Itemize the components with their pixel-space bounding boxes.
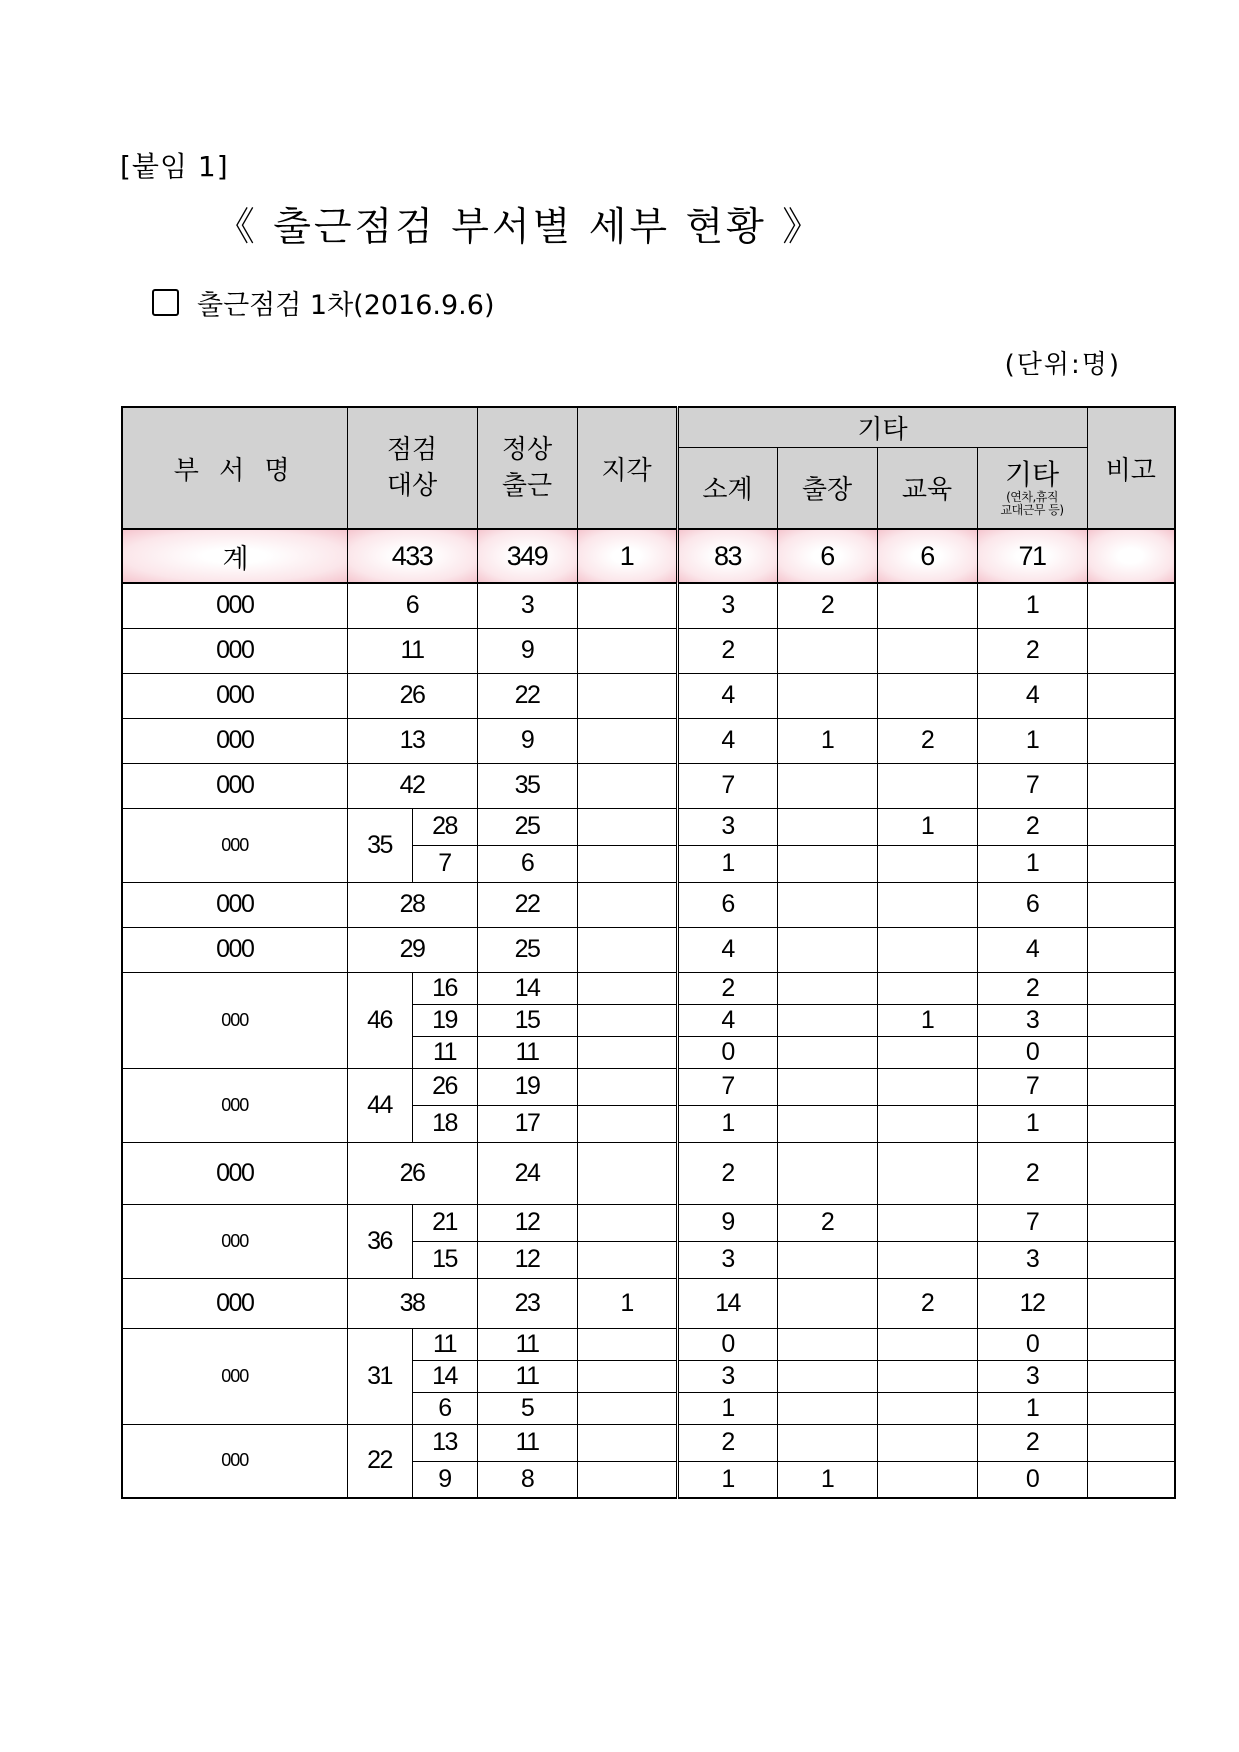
table-row (122, 718, 1175, 763)
etc-count: 2 (977, 972, 1087, 1004)
sub-target: 6 (412, 1392, 477, 1424)
attachment-label: [붙임 1] (120, 150, 229, 183)
etc-count: 7 (977, 1204, 1087, 1241)
header-normal-line1: 정상 (501, 435, 553, 465)
late-count (577, 673, 677, 718)
etc-count: 4 (977, 927, 1087, 972)
etc-count: 3 (977, 1241, 1087, 1278)
subtotal-count: 1 (677, 1105, 777, 1142)
trip-count (777, 1036, 877, 1068)
remark-cell (1087, 763, 1175, 808)
subtotal-count: 3 (677, 1241, 777, 1278)
etc-count: 7 (977, 763, 1087, 808)
dept-target-total: 35 (347, 808, 412, 882)
dept-target-total: 46 (347, 972, 412, 1068)
normal-count: 12 (477, 1204, 577, 1241)
header-target (347, 407, 477, 529)
etc-count: 2 (977, 1424, 1087, 1461)
normal-count: 11 (477, 1328, 577, 1360)
subtotal-count: 4 (677, 1004, 777, 1036)
normal-count: 9 (477, 718, 577, 763)
total-late: 1 (577, 529, 677, 583)
subtotal-count: 7 (677, 763, 777, 808)
sub-target: 18 (412, 1105, 477, 1142)
header-target-line2: 대상 (386, 471, 438, 501)
normal-count: 24 (477, 1142, 577, 1204)
remark-cell (1087, 1461, 1175, 1498)
subtotal-count: 3 (677, 1360, 777, 1392)
remark-cell (1087, 1004, 1175, 1036)
etc-count: 1 (977, 1392, 1087, 1424)
subtotal-count: 1 (677, 845, 777, 882)
normal-count: 6 (477, 845, 577, 882)
late-count (577, 1204, 677, 1241)
trip-count: 2 (777, 1204, 877, 1241)
remark-cell (1087, 1105, 1175, 1142)
etc-count: 1 (977, 583, 1087, 628)
remark-cell (1087, 1328, 1175, 1360)
dept-name: 000 (122, 1142, 347, 1204)
edu-count (877, 1328, 977, 1360)
header-subtotal: 소계 (677, 447, 777, 529)
sub-target: 7 (412, 845, 477, 882)
dept-name: 000 (122, 808, 347, 882)
trip-count (777, 972, 877, 1004)
total-label: 계 (122, 529, 347, 583)
edu-count (877, 1068, 977, 1105)
normal-count: 35 (477, 763, 577, 808)
late-count (577, 882, 677, 927)
dept-target: 42 (347, 763, 477, 808)
normal-count: 22 (477, 882, 577, 927)
trip-count: 2 (777, 583, 877, 628)
header-etc-note-1: (연차,휴직 (1006, 489, 1058, 504)
table-row (122, 927, 1175, 972)
edu-count (877, 1142, 977, 1204)
sub-target: 13 (412, 1424, 477, 1461)
table-row (122, 808, 1175, 845)
trip-count (777, 1068, 877, 1105)
trip-count (777, 927, 877, 972)
trip-count (777, 1241, 877, 1278)
late-count (577, 1004, 677, 1036)
sub-target: 14 (412, 1360, 477, 1392)
trip-count (777, 1105, 877, 1142)
trip-count (777, 763, 877, 808)
subtotal-count: 9 (677, 1204, 777, 1241)
edu-count: 1 (877, 808, 977, 845)
edu-count (877, 1424, 977, 1461)
normal-count: 9 (477, 628, 577, 673)
edu-count (877, 763, 977, 808)
dept-name: 000 (122, 628, 347, 673)
edu-count (877, 673, 977, 718)
edu-count (877, 1392, 977, 1424)
subtotal-count: 0 (677, 1036, 777, 1068)
table-row (122, 583, 1175, 628)
remark-cell (1087, 972, 1175, 1004)
remark-cell (1087, 1424, 1175, 1461)
subtotal-count: 0 (677, 1328, 777, 1360)
etc-count: 1 (977, 1105, 1087, 1142)
remark-cell (1087, 1068, 1175, 1105)
sub-target: 15 (412, 1241, 477, 1278)
subtotal-count: 1 (677, 1461, 777, 1498)
normal-count: 12 (477, 1241, 577, 1278)
late-count (577, 628, 677, 673)
total-normal: 349 (477, 529, 577, 583)
late-count (577, 718, 677, 763)
subtotal-count: 6 (677, 882, 777, 927)
dept-target: 38 (347, 1278, 477, 1328)
normal-count: 25 (477, 927, 577, 972)
trip-count (777, 1328, 877, 1360)
dept-target-total: 36 (347, 1204, 412, 1278)
late-count (577, 1360, 677, 1392)
subtotal-count: 4 (677, 927, 777, 972)
remark-cell (1087, 583, 1175, 628)
edu-count (877, 882, 977, 927)
late-count (577, 1241, 677, 1278)
dept-target: 26 (347, 673, 477, 718)
header-edu: 교육 (877, 447, 977, 529)
unit-label: (단위:명) (1004, 350, 1121, 380)
trip-count (777, 845, 877, 882)
etc-count: 12 (977, 1278, 1087, 1328)
remark-cell (1087, 808, 1175, 845)
dept-name: 000 (122, 927, 347, 972)
normal-count: 22 (477, 673, 577, 718)
remark-cell (1087, 1241, 1175, 1278)
trip-count (777, 1360, 877, 1392)
table-row (122, 972, 1175, 1004)
remark-cell (1087, 673, 1175, 718)
sub-target: 26 (412, 1068, 477, 1105)
normal-count: 5 (477, 1392, 577, 1424)
edu-count (877, 1036, 977, 1068)
total-edu: 6 (877, 529, 977, 583)
trip-count (777, 1424, 877, 1461)
edu-count (877, 1204, 977, 1241)
subtotal-count: 2 (677, 628, 777, 673)
total-subtotal: 83 (677, 529, 777, 583)
remark-cell (1087, 628, 1175, 673)
header-late: 지각 (577, 407, 677, 529)
remark-cell (1087, 718, 1175, 763)
normal-count: 25 (477, 808, 577, 845)
etc-count: 0 (977, 1328, 1087, 1360)
total-etc: 71 (977, 529, 1087, 583)
dept-target: 29 (347, 927, 477, 972)
trip-count (777, 1004, 877, 1036)
table-row (122, 882, 1175, 927)
table-row (122, 673, 1175, 718)
sub-target: 11 (412, 1036, 477, 1068)
etc-count: 6 (977, 882, 1087, 927)
total-remark (1087, 529, 1175, 583)
dept-target: 28 (347, 882, 477, 927)
normal-count: 8 (477, 1461, 577, 1498)
edu-count (877, 845, 977, 882)
etc-count: 3 (977, 1004, 1087, 1036)
dept-name: 000 (122, 882, 347, 927)
late-count (577, 1068, 677, 1105)
dept-target: 11 (347, 628, 477, 673)
dept-name: 000 (122, 763, 347, 808)
etc-count: 0 (977, 1461, 1087, 1498)
dept-target: 6 (347, 583, 477, 628)
dept-name: 000 (122, 1278, 347, 1328)
normal-count: 3 (477, 583, 577, 628)
edu-count: 2 (877, 1278, 977, 1328)
remark-cell (1087, 882, 1175, 927)
header-etc-group: 기타 (677, 407, 1087, 447)
remark-cell (1087, 1204, 1175, 1241)
etc-count: 7 (977, 1068, 1087, 1105)
attendance-table (121, 406, 1176, 1499)
late-count (577, 1392, 677, 1424)
late-count: 1 (577, 1278, 677, 1328)
trip-count (777, 882, 877, 927)
header-etc-label: 기타 (1004, 457, 1060, 491)
normal-count: 15 (477, 1004, 577, 1036)
normal-count: 23 (477, 1278, 577, 1328)
total-trip: 6 (777, 529, 877, 583)
etc-count: 1 (977, 718, 1087, 763)
trip-count (777, 808, 877, 845)
table-row (122, 763, 1175, 808)
trip-count (777, 673, 877, 718)
subtotal-count: 4 (677, 673, 777, 718)
etc-count: 0 (977, 1036, 1087, 1068)
sub-target: 21 (412, 1204, 477, 1241)
etc-count: 2 (977, 808, 1087, 845)
edu-count (877, 927, 977, 972)
dept-name: 000 (122, 1068, 347, 1142)
edu-count (877, 1360, 977, 1392)
table-row (122, 1328, 1175, 1360)
trip-count (777, 628, 877, 673)
late-count (577, 1328, 677, 1360)
section-heading (152, 283, 494, 322)
subtotal-count: 2 (677, 1424, 777, 1461)
edu-count (877, 1461, 977, 1498)
remark-cell (1087, 845, 1175, 882)
late-count (577, 1142, 677, 1204)
remark-cell (1087, 1278, 1175, 1328)
late-count (577, 972, 677, 1004)
table-row (122, 1068, 1175, 1105)
edu-count (877, 972, 977, 1004)
table-row (122, 628, 1175, 673)
late-count (577, 927, 677, 972)
normal-count: 11 (477, 1360, 577, 1392)
header-etc-note-2: 교대근무 등) (1000, 502, 1064, 517)
subtotal-count: 2 (677, 1142, 777, 1204)
table-row (122, 1204, 1175, 1241)
edu-count: 1 (877, 1004, 977, 1036)
subtotal-count: 7 (677, 1068, 777, 1105)
trip-count: 1 (777, 718, 877, 763)
sub-target: 16 (412, 972, 477, 1004)
header-target-line1: 점검 (386, 435, 438, 465)
header-trip: 출장 (777, 447, 877, 529)
normal-count: 11 (477, 1036, 577, 1068)
subtotal-count: 14 (677, 1278, 777, 1328)
edu-count (877, 628, 977, 673)
late-count (577, 808, 677, 845)
late-count (577, 763, 677, 808)
sub-target: 28 (412, 808, 477, 845)
late-count (577, 1105, 677, 1142)
dept-name: 000 (122, 1424, 347, 1498)
etc-count: 2 (977, 628, 1087, 673)
sub-target: 11 (412, 1328, 477, 1360)
dept-name: 000 (122, 583, 347, 628)
table-row (122, 1142, 1175, 1204)
subtotal-count: 2 (677, 972, 777, 1004)
dept-target: 26 (347, 1142, 477, 1204)
total-row (122, 529, 1175, 583)
subtotal-count: 3 (677, 583, 777, 628)
dept-name: 000 (122, 972, 347, 1068)
dept-target-total: 22 (347, 1424, 412, 1498)
remark-cell (1087, 1392, 1175, 1424)
edu-count: 2 (877, 718, 977, 763)
edu-count (877, 583, 977, 628)
etc-count: 3 (977, 1360, 1087, 1392)
subtotal-count: 4 (677, 718, 777, 763)
header-dept: 부 서 명 (122, 407, 347, 529)
dept-target-total: 31 (347, 1328, 412, 1424)
late-count (577, 1461, 677, 1498)
remark-cell (1087, 1360, 1175, 1392)
sub-target: 9 (412, 1461, 477, 1498)
trip-count (777, 1278, 877, 1328)
etc-count: 1 (977, 845, 1087, 882)
dept-name: 000 (122, 673, 347, 718)
sub-target: 19 (412, 1004, 477, 1036)
table-row (122, 1424, 1175, 1461)
edu-count (877, 1241, 977, 1278)
total-target: 433 (347, 529, 477, 583)
remark-cell (1087, 1036, 1175, 1068)
dept-target: 13 (347, 718, 477, 763)
header-normal (477, 407, 577, 529)
page-title: 《 출근점검 부서별 세부 현황 》 (215, 205, 825, 250)
dept-target-total: 44 (347, 1068, 412, 1142)
normal-count: 11 (477, 1424, 577, 1461)
remark-cell (1087, 927, 1175, 972)
header-remark: 비고 (1087, 407, 1175, 529)
table-row (122, 1278, 1175, 1328)
normal-count: 19 (477, 1068, 577, 1105)
remark-cell (1087, 1142, 1175, 1204)
trip-count (777, 1392, 877, 1424)
subtotal-count: 1 (677, 1392, 777, 1424)
trip-count (777, 1142, 877, 1204)
etc-count: 4 (977, 673, 1087, 718)
checkbox-icon (152, 289, 179, 316)
subtotal-count: 3 (677, 808, 777, 845)
header-normal-line2: 출근 (501, 471, 553, 501)
etc-count: 2 (977, 1142, 1087, 1204)
dept-name: 000 (122, 1204, 347, 1278)
trip-count: 1 (777, 1461, 877, 1498)
section-heading-text: 출근점검 1차(2016.9.6) (197, 290, 495, 321)
late-count (577, 583, 677, 628)
normal-count: 17 (477, 1105, 577, 1142)
dept-name: 000 (122, 718, 347, 763)
header-etc (977, 447, 1087, 529)
late-count (577, 1424, 677, 1461)
late-count (577, 845, 677, 882)
normal-count: 14 (477, 972, 577, 1004)
edu-count (877, 1105, 977, 1142)
dept-name: 000 (122, 1328, 347, 1424)
late-count (577, 1036, 677, 1068)
